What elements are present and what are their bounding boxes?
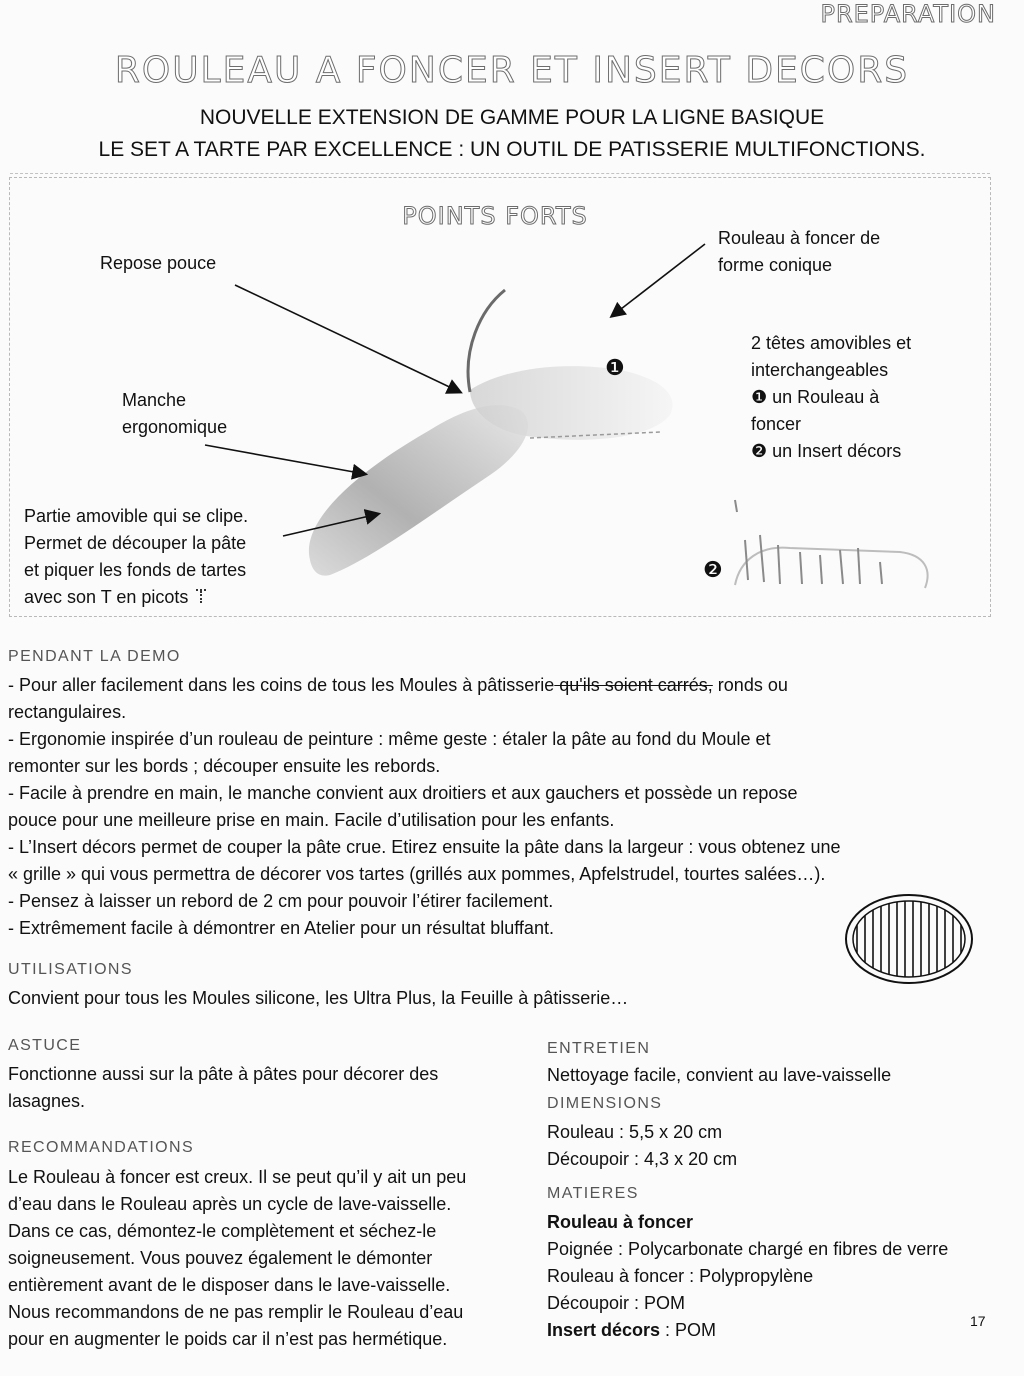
callout-tetes-line: ❶ un Rouleau à (751, 387, 880, 407)
callout-partie-line (24, 584, 248, 611)
recommandations-line: Dans ce cas, démontez-le complètement et séchez-le (8, 1221, 437, 1241)
matieres-insert-value: : POM (660, 1320, 717, 1340)
callout-rouleau-line: forme conique (718, 255, 833, 275)
marker-1-icon: ❶ (605, 355, 625, 380)
astuce-line: Fonctionne aussi sur la pâte à pâtes pour décorer des (8, 1064, 439, 1084)
astuce-heading: ASTUCE (8, 1037, 82, 1054)
demo-heading: PENDANT LA DEMO (8, 648, 181, 665)
arrow-repose-pouce (235, 285, 460, 392)
matieres-line: Découpoir : POM (547, 1293, 686, 1313)
dimensions-line: Découpoir : 4,3 x 20 cm (547, 1149, 738, 1169)
callout-partie-text: avec son T en picots (24, 587, 189, 607)
rolling-pin-drawing (309, 290, 673, 576)
recommandations-line: entièrement avant de le disposer dans le lave-vaisselle. (8, 1275, 451, 1295)
insert-decors-drawing (735, 500, 928, 588)
section-label: PREPARATION (820, 0, 996, 28)
recommandations-line: Le Rouleau à foncer est creux. Il se peut qu’il y ait un peu (8, 1167, 467, 1187)
entretien-heading: ENTRETIEN (547, 1040, 651, 1057)
callout-tetes-line: foncer (751, 414, 802, 434)
callout-tetes-line: interchangeables (751, 360, 889, 380)
demo-line (8, 672, 841, 699)
points-forts-title: POINTS FORTS (402, 202, 588, 230)
arrow-rouleau (612, 244, 705, 316)
demo-line: - Facile à prendre en main, le manche convient aux droitiers et aux gauchers et possède un repose (8, 783, 798, 803)
t-picots-icon (196, 589, 206, 605)
matieres-line: Poignée : Polycarbonate chargé en fibres de verre (547, 1239, 949, 1259)
callout-rouleau-line: Rouleau à foncer de (718, 228, 881, 248)
dimensions-heading: DIMENSIONS (547, 1095, 663, 1112)
demo-line: - Pensez à laisser un rebord de 2 cm pour pouvoir l’étirer facilement. (8, 891, 554, 911)
subtitle-set: LE SET A TARTE PAR EXCELLENCE : UN OUTIL DE PATISSERIE MULTIFONCTIONS. (98, 138, 926, 161)
recommandations-line: pour en augmenter le poids car il n’est pas hermétique. (8, 1329, 448, 1349)
callout-partie-line: Permet de découper la pâte (24, 533, 247, 553)
callout-partie-amovible (24, 503, 248, 611)
marker-2-icon: ❷ (703, 557, 723, 582)
demo-line: rectangulaires. (8, 702, 127, 722)
callout-manche-line: Manche (122, 390, 187, 410)
subtitle-range: NOUVELLE EXTENSION DE GAMME POUR LA LIGNE BASIQUE (199, 106, 825, 129)
recommandations-line: soigneusement. Vous pouvez également le démonter (8, 1248, 433, 1268)
arrow-manche (205, 445, 365, 474)
callout-tetes-line: 2 têtes amovibles et (751, 333, 912, 353)
demo-line: - Extrêmement facile à démontrer en Atelier pour un résultat bluffant. (8, 918, 554, 938)
demo-text (8, 672, 841, 942)
matieres-heading: MATIERES (547, 1185, 639, 1202)
dimensions-text (547, 1119, 737, 1173)
callout-tetes-amovibles (751, 330, 911, 465)
matieres-subhead: Rouleau à foncer (547, 1212, 694, 1232)
callout-manche-line: ergonomique (122, 417, 228, 437)
recommandations-line: Nous recommandons de ne pas remplir le Rouleau d’eau (8, 1302, 464, 1322)
demo-line: - Ergonomie inspirée d’un rouleau de peinture : même geste : étaler la pâte au fond du Moule et (8, 729, 771, 749)
callout-partie-line: Partie amovible qui se clipe. (24, 506, 249, 526)
page-title: ROULEAU A FONCER ET INSERT DECORS (114, 50, 910, 91)
pastry-grid-icon (843, 893, 975, 985)
page-number: 17 (970, 1313, 986, 1329)
recommandations-line: d’eau dans le Rouleau après un cycle de lave-vaisselle. (8, 1194, 452, 1214)
matieres-insert-label: Insert décors (547, 1320, 661, 1340)
astuce-text (8, 1061, 438, 1115)
demo-line-end: ronds ou (712, 675, 788, 695)
entretien-text: Nettoyage facile, convient au lave-vaisselle (547, 1065, 892, 1085)
callout-partie-line: et piquer les fonds de tartes (24, 560, 247, 580)
demo-line-start: - Pour aller facilement dans les coins de tous les Moules à pâtisserie (8, 675, 555, 695)
recommandations-text (8, 1164, 466, 1353)
dimensions-line: Rouleau : 5,5 x 20 cm (547, 1122, 723, 1142)
matieres-line (547, 1317, 948, 1344)
utilisations-heading: UTILISATIONS (8, 961, 133, 978)
demo-strikethrough: qu'ils soient carrés, (554, 675, 713, 695)
callout-rouleau-conique (718, 225, 880, 279)
demo-line: - L’Insert décors permet de couper la pâte crue. Etirez ensuite la pâte dans la largeur : vous obtenez une (8, 837, 841, 857)
utilisations-text: Convient pour tous les Moules silicone, les Ultra Plus, la Feuille à pâtisserie… (8, 988, 629, 1008)
demo-line: « grille » qui vous permettra de décorer vos tartes (grillés aux pommes, Apfelstrudel, tourtes salées…). (8, 864, 826, 884)
recommandations-heading: RECOMMANDATIONS (8, 1139, 195, 1156)
matieres-text (547, 1209, 948, 1344)
demo-line: pouce pour une meilleure prise en main. Facile d’utilisation pour les enfants. (8, 810, 615, 830)
callout-tetes-line: ❷ un Insert décors (751, 441, 902, 461)
astuce-line: lasagnes. (8, 1091, 86, 1111)
callout-manche (122, 387, 227, 441)
callout-repose-pouce: Repose pouce (100, 253, 217, 273)
demo-line: remonter sur les bords ; découper ensuite les rebords. (8, 756, 441, 776)
matieres-line: Rouleau à foncer : Polypropylène (547, 1266, 814, 1286)
